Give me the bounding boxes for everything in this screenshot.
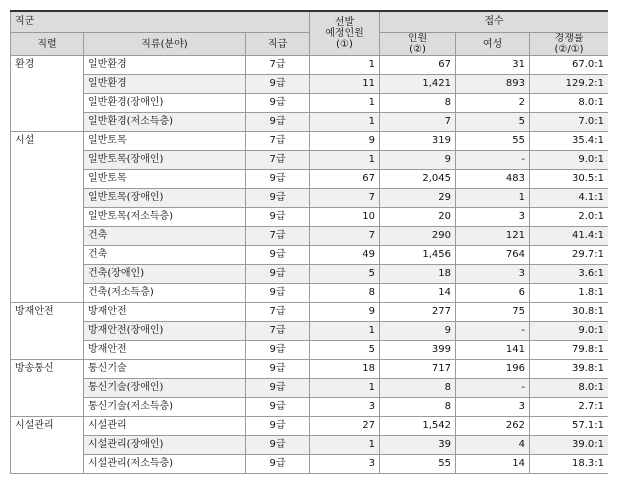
planned-cell: 10 — [310, 208, 380, 227]
grade-cell: 9급 — [246, 113, 310, 132]
planned-cell: 1 — [310, 151, 380, 170]
field-cell: 방재안전(장애인) — [84, 322, 246, 341]
ratio-cell: 57.1:1 — [530, 417, 608, 436]
table-row — [11, 132, 609, 151]
ratio-cell: 39.0:1 — [530, 436, 608, 455]
ratio-cell: 9.0:1 — [530, 151, 608, 170]
field-cell: 방재안전 — [84, 303, 246, 322]
grade-cell: 9급 — [246, 208, 310, 227]
applicants-cell: 55 — [380, 455, 456, 474]
planned-cell: 7 — [310, 189, 380, 208]
field-cell: 시설관리 — [84, 417, 246, 436]
planned-cell: 9 — [310, 132, 380, 151]
table-row — [11, 75, 609, 94]
field-cell: 일반토목(저소득층) — [84, 208, 246, 227]
group-name-cell: 방송통신 — [11, 360, 84, 417]
planned-cell: 67 — [310, 170, 380, 189]
header-planned-line3: (①) — [336, 39, 353, 50]
applicants-cell: 14 — [380, 284, 456, 303]
female-cell: 1 — [456, 189, 530, 208]
table-row — [11, 398, 609, 417]
grade-cell: 7급 — [246, 303, 310, 322]
table-row — [11, 56, 609, 75]
header-ratio-line1: 경쟁률 — [554, 33, 584, 44]
grade-cell: 7급 — [246, 227, 310, 246]
ratio-cell: 35.4:1 — [530, 132, 608, 151]
ratio-cell: 129.2:1 — [530, 75, 608, 94]
applicants-cell: 319 — [380, 132, 456, 151]
table-container — [10, 10, 608, 482]
female-cell: 2 — [456, 94, 530, 113]
header-female: 여성 — [456, 33, 530, 56]
ratio-cell: 29.7:1 — [530, 246, 608, 265]
field-cell: 통신기술 — [84, 360, 246, 379]
grade-cell: 9급 — [246, 94, 310, 113]
female-cell: 4 — [456, 436, 530, 455]
field-cell: 통신기술(저소득층) — [84, 398, 246, 417]
table-row — [11, 189, 609, 208]
table-row — [11, 322, 609, 341]
planned-cell: 18 — [310, 360, 380, 379]
ratio-cell: 8.0:1 — [530, 379, 608, 398]
female-cell: 764 — [456, 246, 530, 265]
female-cell: 55 — [456, 132, 530, 151]
table-row — [11, 246, 609, 265]
applicants-cell: 9 — [380, 151, 456, 170]
grade-cell: 9급 — [246, 170, 310, 189]
grade-cell: 9급 — [246, 284, 310, 303]
field-cell: 시설관리(장애인) — [84, 436, 246, 455]
header-ratio-line2: (②/①) — [554, 44, 584, 55]
planned-cell: 3 — [310, 455, 380, 474]
table-row — [11, 303, 609, 322]
female-cell: 6 — [456, 284, 530, 303]
planned-cell: 49 — [310, 246, 380, 265]
female-cell: 3 — [456, 208, 530, 227]
female-cell: 3 — [456, 265, 530, 284]
table-row — [11, 208, 609, 227]
header-planned-line1: 선발 — [334, 17, 355, 28]
table-row — [11, 265, 609, 284]
female-cell: 141 — [456, 341, 530, 360]
table-row — [11, 360, 609, 379]
planned-cell: 3 — [310, 398, 380, 417]
grade-cell: 9급 — [246, 379, 310, 398]
field-cell: 일반환경(장애인) — [84, 94, 246, 113]
applicants-cell: 717 — [380, 360, 456, 379]
grade-cell: 7급 — [246, 56, 310, 75]
table-row — [11, 151, 609, 170]
field-cell: 일반토목 — [84, 132, 246, 151]
field-cell: 일반토목(장애인) — [84, 151, 246, 170]
planned-cell: 5 — [310, 341, 380, 360]
table-row — [11, 113, 609, 132]
table-row — [11, 455, 609, 474]
applicants-cell: 290 — [380, 227, 456, 246]
applicants-cell: 20 — [380, 208, 456, 227]
table-body — [11, 56, 609, 474]
ratio-cell: 18.3:1 — [530, 455, 608, 474]
planned-cell: 8 — [310, 284, 380, 303]
applicants-cell: 1,542 — [380, 417, 456, 436]
grade-cell: 9급 — [246, 189, 310, 208]
planned-cell: 1 — [310, 322, 380, 341]
ratio-cell: 4.1:1 — [530, 189, 608, 208]
field-cell: 건축 — [84, 227, 246, 246]
planned-cell: 7 — [310, 227, 380, 246]
grade-cell: 7급 — [246, 132, 310, 151]
grade-cell: 9급 — [246, 398, 310, 417]
applicants-cell: 8 — [380, 398, 456, 417]
group-name-cell: 환경 — [11, 56, 84, 132]
field-cell: 일반토목(장애인) — [84, 189, 246, 208]
header-jikryeol: 직렬 — [11, 33, 84, 56]
female-cell: 14 — [456, 455, 530, 474]
header-jikryu: 직류(분야) — [84, 33, 246, 56]
table-row — [11, 170, 609, 189]
table-row — [11, 94, 609, 113]
table-row — [11, 379, 609, 398]
grade-cell: 7급 — [246, 151, 310, 170]
female-cell: 3 — [456, 398, 530, 417]
group-name-cell: 시설 — [11, 132, 84, 303]
applicants-cell: 67 — [380, 56, 456, 75]
table-row — [11, 436, 609, 455]
female-cell: 196 — [456, 360, 530, 379]
applicants-cell: 8 — [380, 94, 456, 113]
applicants-cell: 29 — [380, 189, 456, 208]
ratio-cell: 2.0:1 — [530, 208, 608, 227]
field-cell: 일반토목 — [84, 170, 246, 189]
applicants-cell: 1,421 — [380, 75, 456, 94]
field-cell: 일반환경(저소득층) — [84, 113, 246, 132]
grade-cell: 7급 — [246, 322, 310, 341]
applicants-cell: 1,456 — [380, 246, 456, 265]
applicants-cell: 399 — [380, 341, 456, 360]
planned-cell: 1 — [310, 94, 380, 113]
female-cell: - — [456, 322, 530, 341]
ratio-cell: 1.8:1 — [530, 284, 608, 303]
recruitment-table — [10, 10, 608, 474]
header-ratio — [530, 33, 608, 56]
female-cell: 262 — [456, 417, 530, 436]
planned-cell: 11 — [310, 75, 380, 94]
field-cell: 건축(저소득층) — [84, 284, 246, 303]
female-cell: - — [456, 151, 530, 170]
applicants-cell: 8 — [380, 379, 456, 398]
grade-cell: 9급 — [246, 341, 310, 360]
planned-cell: 1 — [310, 436, 380, 455]
female-cell: 483 — [456, 170, 530, 189]
header-jikgeup: 직급 — [246, 33, 310, 56]
header-applicants-line2: (②) — [409, 44, 426, 55]
ratio-cell: 7.0:1 — [530, 113, 608, 132]
header-planned — [310, 11, 380, 56]
grade-cell: 9급 — [246, 246, 310, 265]
field-cell: 통신기술(장애인) — [84, 379, 246, 398]
ratio-cell: 41.4:1 — [530, 227, 608, 246]
field-cell: 방재안전 — [84, 341, 246, 360]
field-cell: 건축(장애인) — [84, 265, 246, 284]
table-row — [11, 417, 609, 436]
group-name-cell: 시설관리 — [11, 417, 84, 474]
table-row — [11, 284, 609, 303]
grade-cell: 9급 — [246, 436, 310, 455]
field-cell: 시설관리(저소득층) — [84, 455, 246, 474]
table-row — [11, 341, 609, 360]
planned-cell: 1 — [310, 379, 380, 398]
ratio-cell: 2.7:1 — [530, 398, 608, 417]
female-cell: 5 — [456, 113, 530, 132]
planned-cell: 9 — [310, 303, 380, 322]
table-header — [11, 11, 609, 56]
grade-cell: 9급 — [246, 360, 310, 379]
grade-cell: 9급 — [246, 417, 310, 436]
ratio-cell: 30.8:1 — [530, 303, 608, 322]
ratio-cell: 79.8:1 — [530, 341, 608, 360]
field-cell: 일반환경 — [84, 75, 246, 94]
grade-cell: 9급 — [246, 455, 310, 474]
table-row — [11, 227, 609, 246]
header-jikgun: 직군 — [11, 11, 310, 33]
female-cell: - — [456, 379, 530, 398]
field-cell: 건축 — [84, 246, 246, 265]
ratio-cell: 30.5:1 — [530, 170, 608, 189]
grade-cell: 9급 — [246, 265, 310, 284]
header-applicants-line1: 인원 — [407, 33, 428, 44]
female-cell: 75 — [456, 303, 530, 322]
ratio-cell: 3.6:1 — [530, 265, 608, 284]
planned-cell: 1 — [310, 56, 380, 75]
planned-cell: 1 — [310, 113, 380, 132]
ratio-cell: 39.8:1 — [530, 360, 608, 379]
applicants-cell: 18 — [380, 265, 456, 284]
applicants-cell: 7 — [380, 113, 456, 132]
applicants-cell: 9 — [380, 322, 456, 341]
header-planned-line2: 예정인원 — [325, 28, 364, 39]
planned-cell: 5 — [310, 265, 380, 284]
applicants-cell: 2,045 — [380, 170, 456, 189]
applicants-cell: 39 — [380, 436, 456, 455]
header-applications: 접수 — [380, 11, 608, 33]
female-cell: 31 — [456, 56, 530, 75]
female-cell: 121 — [456, 227, 530, 246]
ratio-cell: 9.0:1 — [530, 322, 608, 341]
ratio-cell: 67.0:1 — [530, 56, 608, 75]
group-name-cell: 방재안전 — [11, 303, 84, 360]
female-cell: 893 — [456, 75, 530, 94]
field-cell: 일반환경 — [84, 56, 246, 75]
ratio-cell: 8.0:1 — [530, 94, 608, 113]
planned-cell: 27 — [310, 417, 380, 436]
header-applicants — [380, 33, 456, 56]
grade-cell: 9급 — [246, 75, 310, 94]
applicants-cell: 277 — [380, 303, 456, 322]
